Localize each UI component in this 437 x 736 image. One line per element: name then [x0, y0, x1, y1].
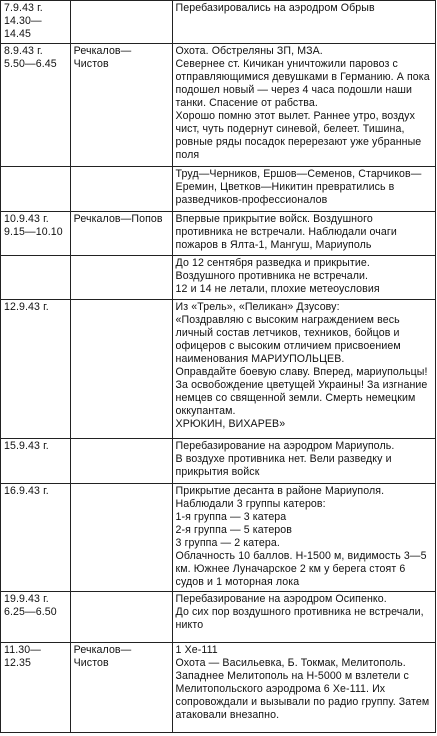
table-row [1, 167, 436, 212]
pilots-cell: Речкалов— Чистов [70, 44, 172, 167]
entry-cell: До 12 сентября разведка и прикрытие. Воздушного противника не встречали. 12 и 14 не летали, плохие метеоусловия [172, 256, 435, 300]
entry-cell: Впервые прикрытие войск. Воздушного противника не встречали. Наблюдали очаги пожаров в Ялта-1, Мангуш, Мариуполь [172, 212, 435, 256]
table-row [1, 643, 436, 733]
table-row [1, 1, 436, 44]
entry-cell: Перебазировались на аэродром Обрыв [172, 1, 435, 44]
entry-cell: Перебазирование на аэродром Мариуполь. В воздухе противника нет. Вели разведку и прикрытия войск [172, 439, 435, 484]
pilots-cell [70, 1, 172, 44]
table-row [1, 212, 436, 256]
table-row [1, 300, 436, 439]
pilots-cell [70, 592, 172, 643]
pilots-cell [70, 484, 172, 592]
date-cell: 12.9.43 г. [1, 300, 71, 439]
date-cell: 11.30— 12.35 [1, 643, 71, 733]
pilots-cell [70, 167, 172, 212]
date-cell: 7.9.43 г. 14.30— 14.45 [1, 1, 71, 44]
table-row [1, 592, 436, 643]
entry-cell: Труд—Черников, Ершов—Семенов, Старчиков—Еремин, Цветков—Никитин превратились в разведчиков-профессионалов [172, 167, 435, 212]
pilots-cell [70, 300, 172, 439]
date-cell: 8.9.43 г. 5.50—6.45 [1, 44, 71, 167]
date-cell [1, 256, 71, 300]
date-cell: 15.9.43 г. [1, 439, 71, 484]
table-row [1, 439, 436, 484]
pilots-cell: Речкалов—Попов [70, 212, 172, 256]
date-cell: 16.9.43 г. [1, 484, 71, 592]
entry-cell: 1 Хе-111 Охота — Васильевка, Б. Токмак, Мелитополь. Западнее Мелитополь на Н-5000 м взлетели с Мелитопольского аэродрома 6 Хе-111. Их сопровождали и вызывали по радио группу. Затем атаковали внезапно. [172, 643, 435, 733]
pilots-cell [70, 439, 172, 484]
date-cell [1, 167, 71, 212]
entry-cell: Из «Трель», «Пеликан» Дзусову: «Поздравляю с высоким награждением весь личный состав летчиков, техников, бойцов и офицеров с высоким отличием присвоением наименования МАРИУПОЛЬЦЕВ. Оправдайте боевую славу. Вперед, мариупольцы! За освобождение цветущей Украины! За изгнание немцев со священной земли. Смерть немецким оккупантам. ХРЮКИН, ВИХАРЕВ» [172, 300, 435, 439]
pilots-cell: Речкалов— Чистов [70, 643, 172, 733]
entry-cell: Охота. Обстреляны ЗП, МЗА. Севернее ст. Кичикан уничтожили паровоз с отправляющимися девушками в Германию. А пока подошел новый — через 4 часа подошли наши танки. Спасение от рабства. Хорошо помню этот вылет. Раннее утро, воздух чист, чуть подернут синевой, белеет. Тишина, ровные ряды посадок перерезают уже убранные поля [172, 44, 435, 167]
entry-cell: Прикрытие десанта в районе Мариуполя. Наблюдали 3 группы катеров: 1-я группа — 3 катера 2-я группа — 5 катеров 3 группа — 2 катера. Облачность 10 баллов. Н-1500 м, видимость 3—5 км. Южнее Луначарское 2 км у берега стоят 6 судов и 1 моторная лока [172, 484, 435, 592]
table-row [1, 484, 436, 592]
date-cell: 10.9.43 г. 9.15—10.10 [1, 212, 71, 256]
pilots-cell [70, 256, 172, 300]
table-row [1, 44, 436, 167]
date-cell: 19.9.43 г. 6.25—6.50 [1, 592, 71, 643]
entry-cell: Перебазирование на аэродром Осипенко. До сих пор воздушного противника не встречали, никто [172, 592, 435, 643]
table-row [1, 256, 436, 300]
